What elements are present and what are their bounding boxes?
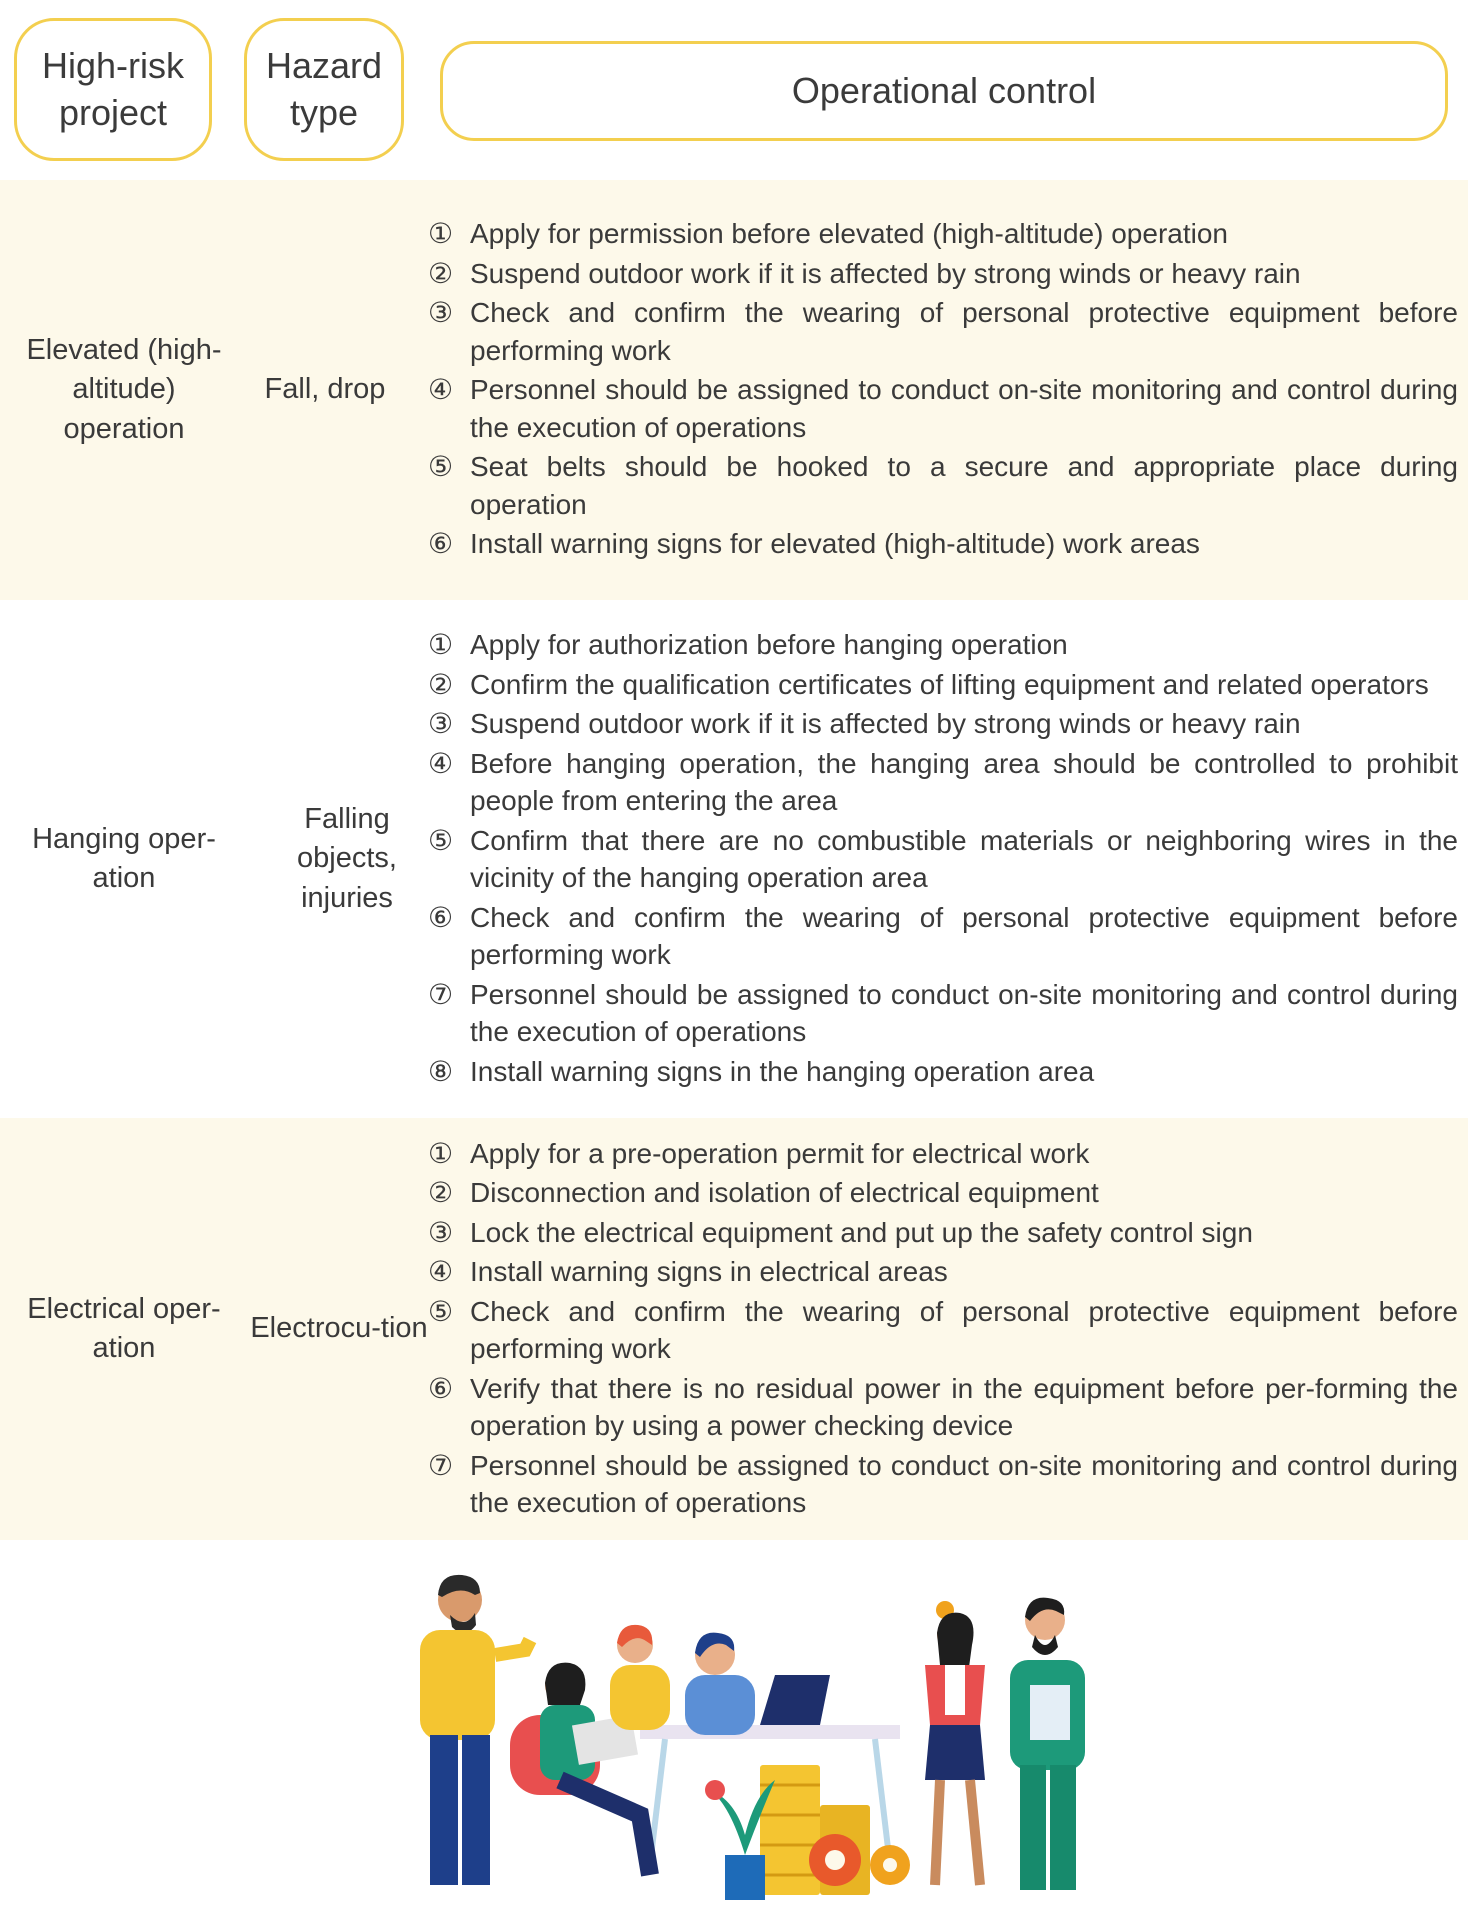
- item-text: Check and confirm the wearing of personal protective equipment before performing work: [470, 901, 1458, 970]
- control-item: [428, 1053, 1458, 1091]
- person-man-green: [1010, 1598, 1085, 1890]
- item-text: Personnel should be assigned to conduct on-site monitoring and control during the execution of operations: [470, 1449, 1458, 1518]
- item-text: Check and confirm the wearing of personal protective equipment before performing work: [470, 1295, 1458, 1364]
- control-item: [428, 1253, 1458, 1291]
- header-project-label: High-risk project: [41, 44, 184, 133]
- control-cell: [428, 600, 1458, 1118]
- item-text: Apply for permission before elevated (high-altitude) operation: [470, 218, 1228, 250]
- person-woman-yellow: [610, 1625, 670, 1730]
- item-number: ③: [428, 708, 454, 739]
- item-text: Suspend outdoor work if it is affected by strong winds or heavy rain: [470, 257, 1301, 289]
- item-text: Suspend outdoor work if it is affected by strong winds or heavy rain: [470, 708, 1301, 739]
- control-item: [428, 1135, 1458, 1173]
- control-item: [428, 215, 1458, 253]
- header-project: [14, 18, 212, 161]
- item-number: ⑧: [428, 1055, 454, 1087]
- control-item: [428, 822, 1458, 897]
- item-number: ⑤: [428, 824, 454, 856]
- control-item: [428, 1174, 1458, 1212]
- control-item: [428, 626, 1458, 664]
- control-item: [428, 1370, 1458, 1445]
- control-item: [428, 1447, 1458, 1522]
- header-control-label: Operational control: [791, 69, 1097, 111]
- control-item: [428, 666, 1458, 704]
- hazard-cell: Falling objects, injuries: [297, 803, 397, 914]
- item-text: Seat belts should be hooked to a secure and appropriate place during operation: [470, 451, 1458, 520]
- control-cell: [428, 180, 1458, 600]
- header-hazard-label: Hazard type: [265, 44, 383, 133]
- control-item: [428, 448, 1458, 523]
- item-number: ③: [428, 297, 454, 329]
- person-woman-red: [925, 1613, 985, 1885]
- item-number: ⑥: [428, 528, 454, 560]
- project-cell: Elevated (high-altitude) operation: [26, 334, 222, 445]
- control-item: [428, 1214, 1458, 1252]
- table-row-elevated: [0, 180, 1468, 600]
- item-text: Check and confirm the wearing of personal protective equipment before performing work: [470, 297, 1458, 366]
- item-number: ⑤: [428, 451, 454, 483]
- item-text: Verify that there is no residual power in the equipment before per-forming the operation by using a power checking device: [470, 1372, 1458, 1441]
- control-item: [428, 294, 1458, 369]
- item-number: ①: [428, 1137, 454, 1169]
- person-man-blue: [685, 1633, 830, 1735]
- item-number: ①: [428, 629, 454, 660]
- item-number: ⑤: [428, 1295, 454, 1327]
- item-text: Confirm that there are no combustible materials or neighboring wires in the vicinity of the hanging operation area: [470, 824, 1458, 893]
- control-item: [428, 255, 1458, 293]
- item-number: ③: [428, 1216, 454, 1248]
- item-number: ①: [428, 218, 454, 250]
- control-item: [428, 976, 1458, 1051]
- item-number: ⑦: [428, 1449, 454, 1481]
- item-number: ②: [428, 668, 454, 700]
- item-number: ②: [428, 1177, 454, 1208]
- header-hazard: [244, 18, 404, 161]
- item-number: ⑦: [428, 978, 454, 1010]
- header-control: [440, 41, 1448, 141]
- control-item: [428, 899, 1458, 974]
- control-item: [428, 705, 1458, 743]
- item-text: Personnel should be assigned to conduct on-site monitoring and control during the execution of operations: [470, 374, 1458, 443]
- item-text: Before hanging operation, the hanging area should be controlled to prohibit people from entering the area: [470, 747, 1458, 816]
- person-standing-left: [420, 1575, 530, 1885]
- item-text: Disconnection and isolation of electrical equipment: [470, 1177, 1099, 1208]
- item-text: Install warning signs in the hanging operation area: [470, 1055, 1095, 1087]
- item-number: ④: [428, 374, 454, 406]
- item-text: Apply for authorization before hanging operation: [470, 629, 1068, 660]
- item-number: ④: [428, 747, 454, 779]
- item-text: Install warning signs for elevated (high-altitude) work areas: [470, 528, 1200, 560]
- hazard-cell: Electrocu-tion: [250, 1312, 428, 1345]
- item-text: Install warning signs in electrical areas: [470, 1256, 948, 1287]
- item-number: ⑥: [428, 901, 454, 933]
- table-row-electrical: [0, 1118, 1468, 1540]
- item-number: ④: [428, 1256, 454, 1287]
- hazard-cell: Fall, drop: [264, 373, 386, 406]
- project-cell: Electrical oper-ation: [27, 1292, 221, 1364]
- item-text: Lock the electrical equipment and put up the safety control sign: [470, 1216, 1253, 1248]
- control-item: [428, 525, 1458, 563]
- team-illustration: [380, 1565, 1140, 1915]
- item-text: Confirm the qualification certificates of lifting equipment and related operators: [470, 668, 1429, 700]
- item-text: Personnel should be assigned to conduct on-site monitoring and control during the execution of operations: [470, 978, 1458, 1047]
- item-number: ②: [428, 257, 454, 289]
- control-item: [428, 371, 1458, 446]
- control-item: [428, 745, 1458, 820]
- item-number: ⑥: [428, 1372, 454, 1404]
- control-item: [428, 1293, 1458, 1368]
- table-row-hanging: [0, 600, 1468, 1118]
- item-text: Apply for a pre-operation permit for electrical work: [470, 1137, 1090, 1169]
- project-cell: Hanging oper-ation: [32, 822, 216, 894]
- control-cell: [428, 1118, 1458, 1540]
